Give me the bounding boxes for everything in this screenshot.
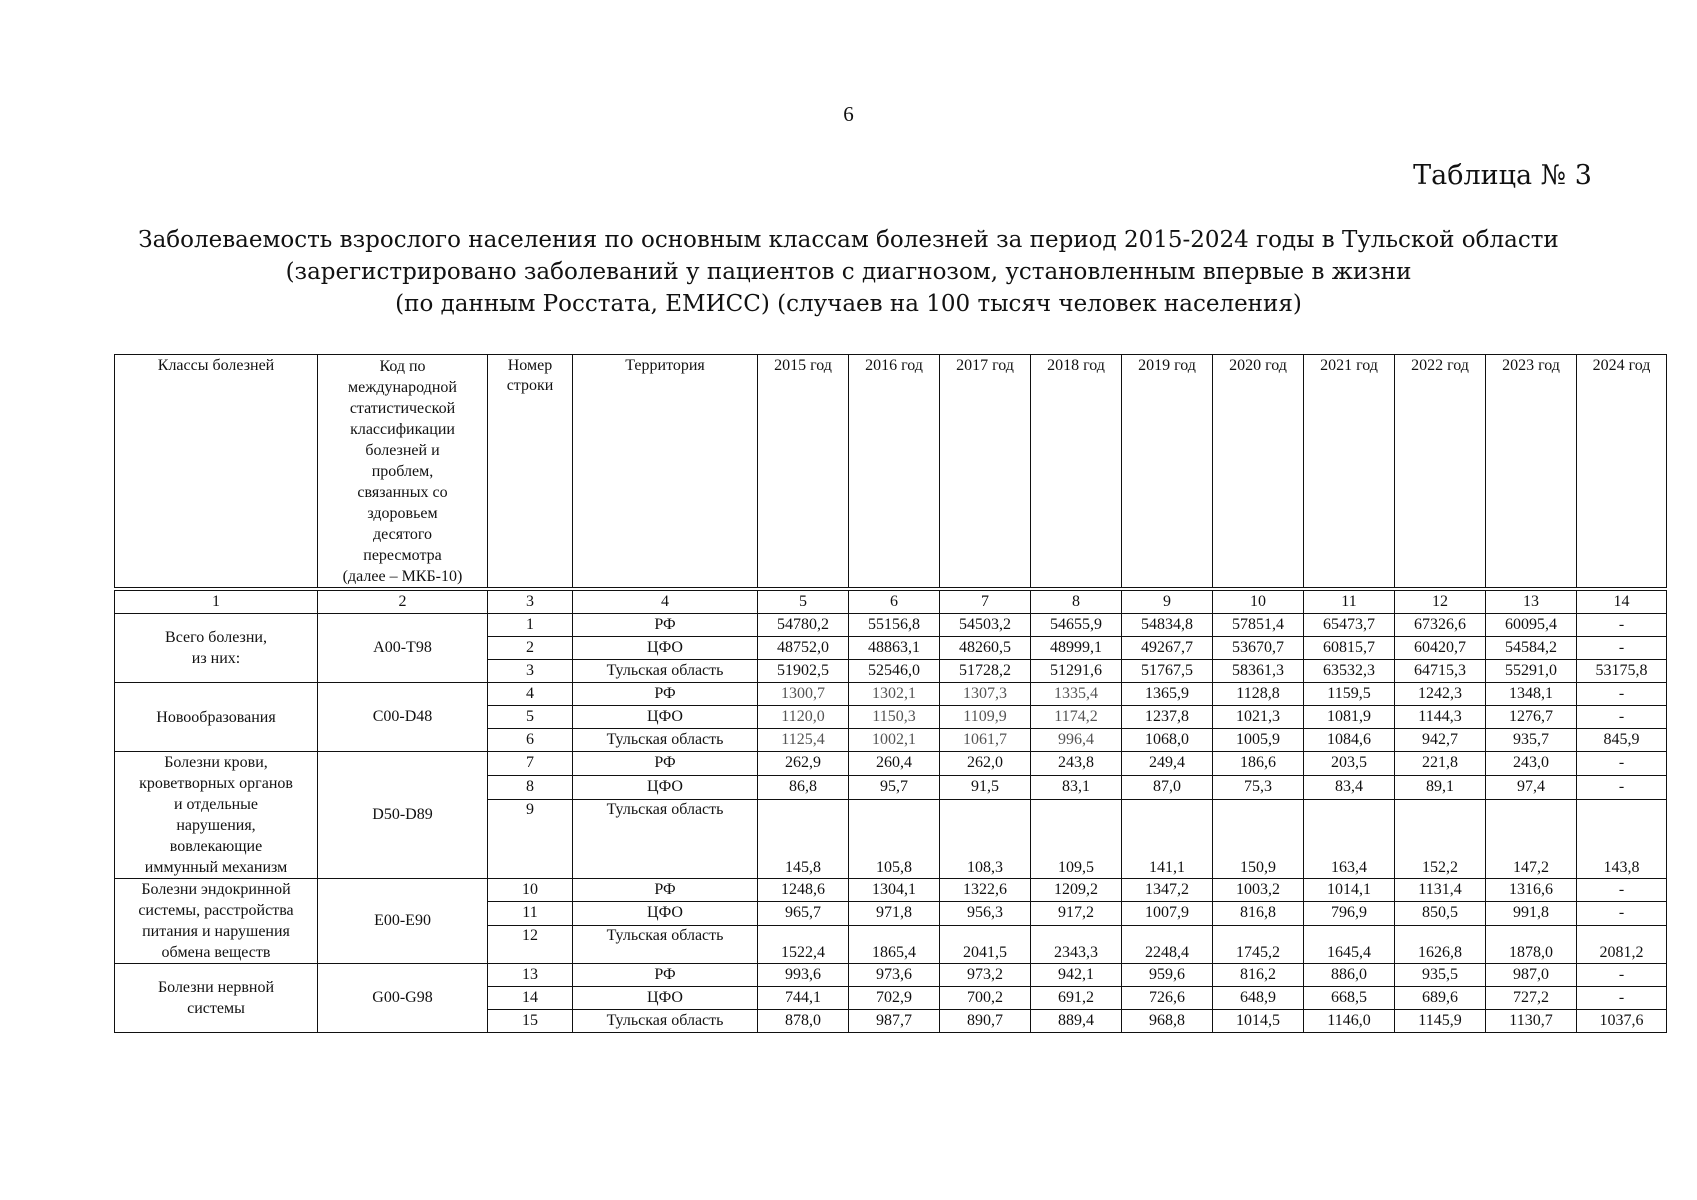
value-cell: 48260,5 [940,637,1031,660]
value-cell: 889,4 [1031,1010,1122,1033]
value-cell: 51728,2 [940,660,1031,683]
value-cell: 221,8 [1395,752,1486,776]
header-year: 2022 год [1395,355,1486,588]
table-row [115,614,1667,637]
column-number: 13 [1486,591,1577,614]
value-cell: 60095,4 [1486,614,1577,637]
disease-class-cell [115,964,318,1033]
value-cell: 55156,8 [849,614,940,637]
value-cell: 973,2 [940,964,1031,987]
value-cell: 60815,7 [1304,637,1395,660]
header-territory: Территория [573,355,758,588]
icd-code-cell: A00-T98 [318,614,488,683]
value-cell: 1248,6 [758,879,849,902]
value-cell: 1005,9 [1213,729,1304,752]
value-cell: 58361,3 [1213,660,1304,683]
value-cell: 850,5 [1395,902,1486,925]
header-year: 2017 год [940,355,1031,588]
value-cell: 1865,4 [849,925,940,963]
value-cell: 1068,0 [1122,729,1213,752]
value-cell: - [1577,879,1667,902]
value-cell: 54780,2 [758,614,849,637]
row-number-cell: 6 [488,729,573,752]
value-cell: 816,8 [1213,902,1304,925]
value-cell: 152,2 [1395,799,1486,878]
disease-class-cell [115,752,318,879]
territory-cell: ЦФО [573,987,758,1010]
value-cell: 1007,9 [1122,902,1213,925]
value-cell: 668,5 [1304,987,1395,1010]
value-cell: 91,5 [940,775,1031,799]
value-cell: 97,4 [1486,775,1577,799]
value-cell: 54584,2 [1486,637,1577,660]
value-cell: 108,3 [940,799,1031,878]
value-cell: 845,9 [1577,729,1667,752]
value-cell: 1347,2 [1122,879,1213,902]
value-cell: - [1577,752,1667,776]
value-cell: 105,8 [849,799,940,878]
value-cell: 878,0 [758,1010,849,1033]
row-number-cell: 12 [488,925,573,963]
value-cell: 1159,5 [1304,683,1395,706]
value-cell: 262,0 [940,752,1031,776]
value-cell: 262,9 [758,752,849,776]
value-cell: 249,4 [1122,752,1213,776]
column-number: 9 [1122,591,1213,614]
value-cell: 2081,2 [1577,925,1667,963]
value-cell: - [1577,614,1667,637]
value-cell: 1302,1 [849,683,940,706]
column-number: 2 [318,591,488,614]
territory-cell: Тульская область [573,1010,758,1033]
row-number-cell: 5 [488,706,573,729]
value-cell: 95,7 [849,775,940,799]
value-cell: 1146,0 [1304,1010,1395,1033]
territory-cell: ЦФО [573,902,758,925]
value-cell: 648,9 [1213,987,1304,1010]
value-cell: 2041,5 [940,925,1031,963]
value-cell: 965,7 [758,902,849,925]
territory-cell: Тульская область [573,925,758,963]
disease-class-line: Новообразования [156,708,276,726]
header-year: 2021 год [1304,355,1395,588]
disease-class-line: Болезни нервной [157,979,275,996]
value-cell: 141,1 [1122,799,1213,878]
value-cell: 109,5 [1031,799,1122,878]
value-cell: 691,2 [1031,987,1122,1010]
header-icd-code: Код по международной статистической классификации болезней и проблем, связанных со здоровьем десятого пересмотра (далее – МКБ-10) [318,355,488,588]
value-cell: 143,8 [1577,799,1667,878]
value-cell: 935,7 [1486,729,1577,752]
value-cell: - [1577,902,1667,925]
value-cell: 987,7 [849,1010,940,1033]
value-cell: 727,2 [1486,987,1577,1010]
value-cell: 1335,4 [1031,683,1122,706]
value-cell: 1081,9 [1304,706,1395,729]
value-cell: 1645,4 [1304,925,1395,963]
value-cell: 1174,2 [1031,706,1122,729]
header-year: 2020 год [1213,355,1304,588]
value-cell: 53670,7 [1213,637,1304,660]
value-cell: 959,6 [1122,964,1213,987]
value-cell: 1242,3 [1395,683,1486,706]
column-number: 11 [1304,591,1395,614]
table-row [115,879,1667,902]
territory-cell: РФ [573,752,758,776]
row-number-cell: 1 [488,614,573,637]
value-cell: 1276,7 [1486,706,1577,729]
value-cell: 147,2 [1486,799,1577,878]
header-year: 2018 год [1031,355,1122,588]
table-label: Таблица № 3 [1413,160,1592,191]
territory-cell: ЦФО [573,775,758,799]
value-cell: 1348,1 [1486,683,1577,706]
value-cell: 1304,1 [849,879,940,902]
value-cell: 991,8 [1486,902,1577,925]
value-cell: 942,1 [1031,964,1122,987]
value-cell: - [1577,775,1667,799]
value-cell: 890,7 [940,1010,1031,1033]
value-cell: - [1577,987,1667,1010]
value-cell: 973,6 [849,964,940,987]
value-cell: 1745,2 [1213,925,1304,963]
disease-class-line: Всего болезни, [165,629,267,646]
value-cell: 1120,0 [758,706,849,729]
value-cell: 700,2 [940,987,1031,1010]
value-cell: 1125,4 [758,729,849,752]
value-cell: - [1577,637,1667,660]
value-cell: 1130,7 [1486,1010,1577,1033]
value-cell: 1316,6 [1486,879,1577,902]
value-cell: 75,3 [1213,775,1304,799]
value-cell: 689,6 [1395,987,1486,1010]
value-cell: 744,1 [758,987,849,1010]
value-cell: 2343,3 [1031,925,1122,963]
column-number: 10 [1213,591,1304,614]
value-cell: 243,8 [1031,752,1122,776]
value-cell: 87,0 [1122,775,1213,799]
territory-cell: Тульская область [573,799,758,878]
value-cell: 1128,8 [1213,683,1304,706]
value-cell: 956,3 [940,902,1031,925]
row-number-cell: 13 [488,964,573,987]
column-number: 12 [1395,591,1486,614]
title-line: (по данным Росстата, ЕМИСС) (случаев на 100 тысяч человек населения) [395,291,1302,317]
territory-cell: РФ [573,683,758,706]
value-cell: 1150,3 [849,706,940,729]
value-cell: 186,6 [1213,752,1304,776]
value-cell: 203,5 [1304,752,1395,776]
value-cell: 987,0 [1486,964,1577,987]
value-cell: 886,0 [1304,964,1395,987]
value-cell: 1626,8 [1395,925,1486,963]
value-cell: 1014,5 [1213,1010,1304,1033]
territory-cell: РФ [573,964,758,987]
value-cell: 1014,1 [1304,879,1395,902]
row-number-cell: 7 [488,752,573,776]
icd-code-cell: E00-E90 [318,879,488,964]
value-cell: 1237,8 [1122,706,1213,729]
row-number-cell: 14 [488,987,573,1010]
icd-code-cell: D50-D89 [318,752,488,879]
disease-class-line: питания и нарушения [142,923,290,940]
value-cell: 54834,8 [1122,614,1213,637]
value-cell: 935,5 [1395,964,1486,987]
value-cell: 1209,2 [1031,879,1122,902]
disease-class-line: системы, расстройства [138,902,294,919]
value-cell: 55291,0 [1486,660,1577,683]
disease-class-line: и отдельные [173,796,259,813]
value-cell: 260,4 [849,752,940,776]
icd-code-cell: G00-G98 [318,964,488,1033]
value-cell: 57851,4 [1213,614,1304,637]
value-cell: 1522,4 [758,925,849,963]
value-cell: 1307,3 [940,683,1031,706]
value-cell: - [1577,683,1667,706]
header-row-number: Номер строки [488,355,573,588]
column-number: 6 [849,591,940,614]
value-cell: 1300,7 [758,683,849,706]
value-cell: 1037,6 [1577,1010,1667,1033]
value-cell: 796,9 [1304,902,1395,925]
disease-class-line: кроветворных органов [139,775,293,792]
value-cell: 942,7 [1395,729,1486,752]
row-number-cell: 9 [488,799,573,878]
value-cell: 917,2 [1031,902,1122,925]
disease-class-line: Болезни крови, [164,754,268,771]
value-cell: 2248,4 [1122,925,1213,963]
table-row [115,964,1667,987]
value-cell: 996,4 [1031,729,1122,752]
value-cell: 816,2 [1213,964,1304,987]
column-number: 14 [1577,591,1667,614]
value-cell: - [1577,706,1667,729]
value-cell: 145,8 [758,799,849,878]
value-cell: 64715,3 [1395,660,1486,683]
column-numbers-row [115,591,1667,614]
value-cell: 1144,3 [1395,706,1486,729]
value-cell: 48752,0 [758,637,849,660]
value-cell: 52546,0 [849,660,940,683]
disease-class-line: нарушения, [176,817,256,834]
value-cell: 51291,6 [1031,660,1122,683]
column-number: 8 [1031,591,1122,614]
disease-class-line: вовлекающие [169,838,263,855]
territory-cell: ЦФО [573,706,758,729]
value-cell: 48863,1 [849,637,940,660]
value-cell: 968,8 [1122,1010,1213,1033]
column-number: 3 [488,591,573,614]
value-cell: 60420,7 [1395,637,1486,660]
value-cell: 49267,7 [1122,637,1213,660]
row-number-cell: 11 [488,902,573,925]
header-year: 2016 год [849,355,940,588]
column-number: 5 [758,591,849,614]
disease-class-cell [115,683,318,752]
value-cell: 83,4 [1304,775,1395,799]
header-year: 2024 год [1577,355,1667,588]
territory-cell: ЦФО [573,637,758,660]
value-cell: 65473,7 [1304,614,1395,637]
header-class: Классы болезней [115,355,318,588]
title-line: (зарегистрировано заболеваний у пациентов с диагнозом, установленным впервые в жизни [285,259,1412,285]
value-cell: 1084,6 [1304,729,1395,752]
value-cell: 702,9 [849,987,940,1010]
row-number-cell: 15 [488,1010,573,1033]
value-cell: 89,1 [1395,775,1486,799]
value-cell: 993,6 [758,964,849,987]
territory-cell: РФ [573,879,758,902]
value-cell: 726,6 [1122,987,1213,1010]
territory-cell: Тульская область [573,729,758,752]
value-cell: 1003,2 [1213,879,1304,902]
value-cell: 1365,9 [1122,683,1213,706]
disease-class-line: иммунный механизм [144,859,288,876]
column-number: 4 [573,591,758,614]
value-cell: - [1577,964,1667,987]
value-cell: 48999,1 [1031,637,1122,660]
header-year: 2023 год [1486,355,1577,588]
territory-cell: РФ [573,614,758,637]
table-row [115,683,1667,706]
icd-code-cell: C00-D48 [318,683,488,752]
value-cell: 1131,4 [1395,879,1486,902]
value-cell: 54655,9 [1031,614,1122,637]
value-cell: 1878,0 [1486,925,1577,963]
value-cell: 1061,7 [940,729,1031,752]
value-cell: 1021,3 [1213,706,1304,729]
value-cell: 1109,9 [940,706,1031,729]
disease-class-line: системы [187,1000,245,1017]
data-table [114,590,1667,1033]
column-number: 1 [115,591,318,614]
disease-class-line: из них: [191,650,241,667]
row-number-cell: 3 [488,660,573,683]
row-number-cell: 4 [488,683,573,706]
value-cell: 83,1 [1031,775,1122,799]
territory-cell: Тульская область [573,660,758,683]
value-cell: 1145,9 [1395,1010,1486,1033]
value-cell: 971,8 [849,902,940,925]
table-title [0,224,1697,320]
disease-class-cell [115,879,318,964]
value-cell: 51902,5 [758,660,849,683]
title-line: Заболеваемость взрослого населения по основным классам болезней за период 2015-2024 годы в Тульской области [138,227,1559,253]
value-cell: 51767,5 [1122,660,1213,683]
value-cell: 150,9 [1213,799,1304,878]
disease-class-line: Болезни эндокринной [141,881,291,898]
value-cell: 1002,1 [849,729,940,752]
row-number-cell: 2 [488,637,573,660]
page-number: 6 [843,102,854,126]
header-table [114,354,1667,588]
column-number: 7 [940,591,1031,614]
value-cell: 86,8 [758,775,849,799]
disease-class-line: обмена веществ [161,944,271,961]
header-year: 2015 год [758,355,849,588]
value-cell: 54503,2 [940,614,1031,637]
header-year: 2019 год [1122,355,1213,588]
value-cell: 63532,3 [1304,660,1395,683]
table-row [115,752,1667,776]
disease-class-cell [115,614,318,683]
value-cell: 1322,6 [940,879,1031,902]
value-cell: 163,4 [1304,799,1395,878]
value-cell: 67326,6 [1395,614,1486,637]
value-cell: 53175,8 [1577,660,1667,683]
row-number-cell: 10 [488,879,573,902]
value-cell: 243,0 [1486,752,1577,776]
row-number-cell: 8 [488,775,573,799]
